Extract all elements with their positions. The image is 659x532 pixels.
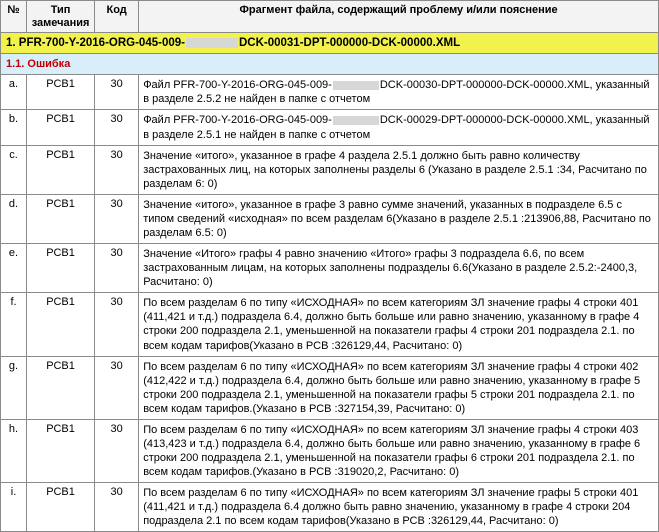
row-code: 30 xyxy=(95,293,139,356)
table-body xyxy=(1,33,659,532)
row-number: e. xyxy=(1,244,27,293)
file-title-cell xyxy=(1,33,659,54)
fragment-suffix: DCK-00030-DPT-000000-DCK-00000.XML, указанный в разделе 2.5.2 не найден в папке с отчетом xyxy=(143,79,650,106)
row-number: d. xyxy=(1,194,27,243)
row-number: f. xyxy=(1,293,27,356)
file-name-prefix: 1. PFR-700-Y-2016-ORG-045-009- xyxy=(6,37,185,50)
row-code: 30 xyxy=(95,194,139,243)
row-code: 30 xyxy=(95,356,139,419)
row-code: 30 xyxy=(95,145,139,194)
row-fragment: Значение «итого», указанное в графе 4 раздела 2.5.1 должно быть равно количеству застрахованных лиц, на которых заполнены разделы 6 (Указано в разделе 2.5.1 :34, Расчитано по разделам 6: 0) xyxy=(139,145,659,194)
row-fragment xyxy=(139,110,659,145)
table-row xyxy=(1,293,659,356)
row-type: РСВ1 xyxy=(27,110,95,145)
row-fragment: Значение «Итого» графы 4 равно значению «Итого» графы 3 подраздела 6.6, по всем застрахованным лицам, на которых заполнены подразделы 6.6(Указано в разделе 2.5.2:-2400,3, Расчитано: 0) xyxy=(139,244,659,293)
row-number: c. xyxy=(1,145,27,194)
row-fragment xyxy=(139,75,659,110)
row-type: РСВ1 xyxy=(27,194,95,243)
column-header-type: Тип замечания xyxy=(27,1,95,33)
fragment-suffix: DCK-00029-DPT-000000-DCK-00000.XML, указанный в разделе 2.5.1 не найден в папке с отчетом xyxy=(143,114,650,141)
table-row xyxy=(1,145,659,194)
row-number: h. xyxy=(1,419,27,482)
row-code: 30 xyxy=(95,419,139,482)
row-fragment: По всем разделам 6 по типу «ИСХОДНАЯ» по всем категориям ЗЛ значение графы 4 строки 401 (411,421 и т.д.) подраздела 6.4, должно быть больше или равно значению, указанному в графе 4 строки 200 подраздела 2.1, уменьшенной на показатели графы 4 строки 201 подраздела 2.1. по всем кодам тарифов(Указано в РСВ :326129,44, Расчитано: 0) xyxy=(139,293,659,356)
row-number: i. xyxy=(1,483,27,532)
row-code: 30 xyxy=(95,75,139,110)
redaction-block xyxy=(186,38,238,48)
row-fragment: По всем разделам 6 по типу «ИСХОДНАЯ» по всем категориям ЗЛ значение графы 5 строки 401 (411,421 и т.д.) подраздела 6.4 должно быть равно значению, указанному в графе 4 строки 204 подраздела 2.1 по всем кодам тарифов(Указано в РСВ :326129,44, Расчитано: 0) xyxy=(139,483,659,532)
table-header-row xyxy=(1,1,659,33)
table-row xyxy=(1,356,659,419)
section-title-row xyxy=(1,54,659,75)
row-type: РСВ1 xyxy=(27,483,95,532)
file-title-row xyxy=(1,33,659,54)
table-row xyxy=(1,244,659,293)
row-fragment: По всем разделам 6 по типу «ИСХОДНАЯ» по всем категориям ЗЛ значение графы 4 строки 402 (412,422 и т.д.) подраздела 6.4, должно быть больше или равно значению, указанному в графе 5 строки 200 подраздела 2.1, уменьшенной на показатели графы 5 строки 201 подраздела 2.1. по всем кодам тарифов.(Указано в РСВ :327154,39, Расчитано: 0) xyxy=(139,356,659,419)
row-type: РСВ1 xyxy=(27,356,95,419)
redaction-block xyxy=(333,116,379,125)
table-row xyxy=(1,419,659,482)
row-type: РСВ1 xyxy=(27,75,95,110)
row-fragment: По всем разделам 6 по типу «ИСХОДНАЯ» по всем категориям ЗЛ значение графы 4 строки 403 (413,423 и т.д.) подраздела 6.4, должно быть больше или равно значению, указанному в графе 6 строки 200 подраздела 2.1, уменьшенной на показатели графы 6 строки 201 подраздела 2.1. по всем кодам тарифов.(Указано в РСВ :319020,2, Расчитано: 0) xyxy=(139,419,659,482)
row-type: РСВ1 xyxy=(27,145,95,194)
column-header-code: Код xyxy=(95,1,139,33)
file-name-suffix: DCK-00031-DPT-000000-DCK-00000.XML xyxy=(238,37,461,50)
table-row xyxy=(1,483,659,532)
row-code: 30 xyxy=(95,110,139,145)
table-row xyxy=(1,110,659,145)
row-number: a. xyxy=(1,75,27,110)
fragment-prefix: Файл PFR-700-Y-2016-ORG-045-009- xyxy=(143,79,332,92)
row-fragment: Значение «итого», указанное в графе 3 равно сумме значений, указанных в подразделе 6.5 с типом сведений «исходная» по всем разделам 6(Указано в разделе 2.5.1 :213906,88, Расчитано по разделам 6.5: 0) xyxy=(139,194,659,243)
row-type: РСВ1 xyxy=(27,419,95,482)
row-code: 30 xyxy=(95,244,139,293)
table-row xyxy=(1,75,659,110)
table-row xyxy=(1,194,659,243)
section-title-cell: 1.1. Ошибка xyxy=(1,54,659,75)
fragment-prefix: Файл PFR-700-Y-2016-ORG-045-009- xyxy=(143,114,332,127)
column-header-fragment: Фрагмент файла, содержащий проблему и/или пояснение xyxy=(139,1,659,33)
column-header-number: № xyxy=(1,1,27,33)
row-code: 30 xyxy=(95,483,139,532)
row-number: g. xyxy=(1,356,27,419)
row-type: РСВ1 xyxy=(27,293,95,356)
row-number: b. xyxy=(1,110,27,145)
redaction-block xyxy=(333,81,379,90)
row-type: РСВ1 xyxy=(27,244,95,293)
